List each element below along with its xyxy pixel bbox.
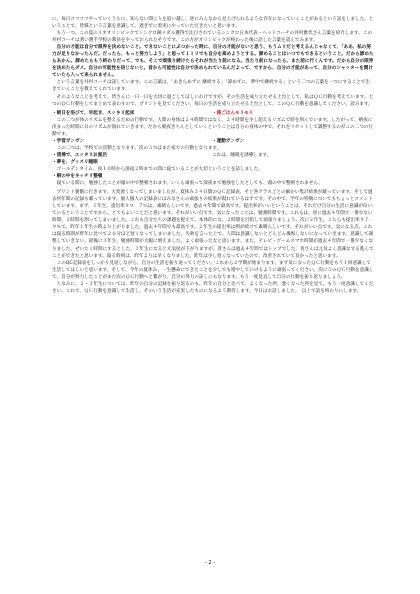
qc-item-3a: ・清掃で、ユッタリお風呂 — [52, 152, 107, 158]
qc-item-3b: これは、睡眠を誘導します。 — [212, 152, 272, 158]
qc-item-2-desc: この二つは、学校での活動となります。次の３つはまた家での行動となります。 — [56, 145, 222, 151]
qc-item-5-desc: 寝ている間に、勉強したことが頭の中で整頓されます。いくら頑張って深夜まで勉強をしたとしても、頭の中で整頓されません。 — [56, 181, 323, 187]
quote-paragraph: 自分の才能は自分で限界を決めないこと。できないことにぶつかった時に、自分の才能がないと思う、もうムリだと考えるんじゃなくて、「ああ、私の努力が足りなかったんだ。だったら、もっと努力しよう」と思って１ミリでも自分を高めようとする。諦めることはいつでもできるということ。だから諦めたらあかん。諦めたらもう終わりだって、でも、そこで頑張り続けたらそれが当たり前になる。当たり前になったら、また前に行くんです。だから自分の限界を決めたらダメ。自分の可能性を信じないと。昔から可能性は自分で決められているんだよって、ですから、自分の才能があって、自分のシャッターを開けていたら入って来られません。 — [52, 45, 374, 79]
paragraph-5: そのようなことを考えて、皆さんに一日一日を大切に過ごしてほしいわけですが、その生活を成り立たせる土台として、私はＱＣ行動を考えています。七つのＱＣ行動をしてまとめて表わすので、プリントを見てください。毎日の生活を成り立たせる土台として、このＱＣ行動を意識してください。読みます。 — [52, 94, 374, 107]
qc-action-list — [52, 110, 374, 188]
list-item — [52, 173, 374, 180]
list-item — [52, 138, 374, 145]
list-item-desc — [52, 166, 374, 173]
paragraph-7: このQC記録表をしっかり見返しながら、自分の生活を振り返ってください。これから２学期が始まります。まず気になったＱＣ行動をもう１回意識して生活してほしいと思います。そして、今年の夏休み、一生懸命にできたことを少しでも増やしていけるように頑張ってください。次にこのＱＣ行動を意識して、自分が努力したことがまた次のＱＣ行動へと繋がり、自分の努力の証しにもなります。もう一度見直して自分の行動を振り返りましょう。 — [52, 260, 374, 280]
qc-item-4: ・夢を、グッスリ睡眠 — [52, 159, 98, 165]
list-item-desc — [52, 117, 374, 138]
qc-item-2b: ・運動ガンガン — [212, 138, 245, 144]
qc-item-1b: ・寝ごはんモリモリ — [212, 110, 254, 116]
qc-item-2a: ・学習ガンガン — [52, 138, 85, 144]
paragraph-4: という言葉を井村コーチは話しています。この言葉は、「あきらめずに 継続する」「諦めずに、夢中で継続する」という二つの言葉を一つにすることで生きていくことを教えてくれています。 — [52, 80, 371, 93]
list-item — [52, 152, 374, 159]
qc-item-1a: ・朝日を浴びて、早起き、スッキリ起床 — [52, 110, 135, 116]
paragraph-1: に、毎日コツコツやっていくうちに、知らない間に人を追い越し、逆にみんなから見上げられるような存在になっていくことがあるという話をしました。ということで、皆様という言葉を意識して、過ぎずに着実にやっていただきたいと思います。 — [52, 17, 374, 30]
list-item — [52, 159, 374, 166]
list-item-desc — [52, 180, 374, 187]
page-number: - 2 - — [205, 560, 215, 566]
list-item-desc — [52, 145, 374, 152]
paragraph-6: プリント裏側に行きます。大変遅くなってしまいましたが、夏休み３４日間のＱＣ記録表、そと各クラスごとの細かい集計結果が載っています。そして過去何年間の記録も載っています。個人個人の記録表にはみなさんの頑張りの結果が現れているはずです。その中で、学年の特徴についてもちょっとコメントしています。まず、１年生。提出率９９．７％は、素晴らしいです。過去４年間で最高です。提出率がいいということは、それだけ自分の生活に意識が向いているということですから、とてもよいことだと思います。それがいい点です。気になったことは、勉強時間です。これらは、逆に過去４年間で一番少ない時間、２時間を割ってしまいました。これも自分たちの課題を捉えて、本体的にな、２時間を目指して頑張りましょう。次に２年生。こちらも提出率９７．９％で、昨年１年生の時より上がりました。過去４年間でも最高です。２年生の提出率は例が続けて素晴らしいです。それがいい点です。気になる点。これは寝る時間が昨年に比べて２０分ほど遅くなってしまいました。失敗を言った上で、人間は意識しないとどんどん後悔しないになっていきます。意識して調整していきない、最後に３年生。勉強時間が大幅に増えました。よく頑張ったなと思います。また、テレビ・ゲームスマホ時間が過去４年間で一番少なくなりました。ぜいたく時間にするとした。３年生になると元気度が下がりますが、普さんは過去４年間ではトップでした。普さんは元気よく意識なする進んでことができたと思います。寝る時刻は、昨年よりは早くなりました。昨年は少し遅くなっていたので、改善されていて良かったと思います。 — [52, 190, 374, 259]
paragraph-2: もう一つ、この夏のリオオリンピックでシンクロ銅メダル獲得で注目されているシンクロ日本代表・ヘッドコーチの井村雅代さん言葉を紹介します。この井村コーチは著い選手学校の教員をやっておられたそうです。この方がオリンピックが終わった後に話した言葉を読んでみます。 — [52, 31, 373, 44]
qc-item-5: ・朝の中をキッチリ整頓 — [52, 174, 103, 180]
paragraph-8: ちなみに、２・３年生については、昨年の自分の記録を振り返るのも、昨年の自分と比べて、よくなった所、悪くなった所を見て、もう一度意識してください。これで、ＱＣ行動を意識して生活し、そのいう生活が充実したものになるよう期待します。今日はお話しました。 以上で話を終わりにします。 — [52, 281, 374, 294]
qc-item-4-desc: ゴールデンタイム、夜１０時から深夜２時までの間に寝ていることが大切ということを話しました。 — [56, 166, 263, 172]
page-content — [52, 16, 374, 295]
list-item — [52, 110, 374, 117]
qc-item-1-desc: この二つが体のリズムを整えるための行動です。人間の身体は２４時間ではなく、２４時間を少し超えるリズムで時を刻んでいます。したがって、朝夜に決まった時間に日のリズムが崩れていきます。だから朝夜きちんとしていくということは自分の身体の中で、それをリセットして調整するのがこの二つの行動です。 — [52, 117, 373, 137]
